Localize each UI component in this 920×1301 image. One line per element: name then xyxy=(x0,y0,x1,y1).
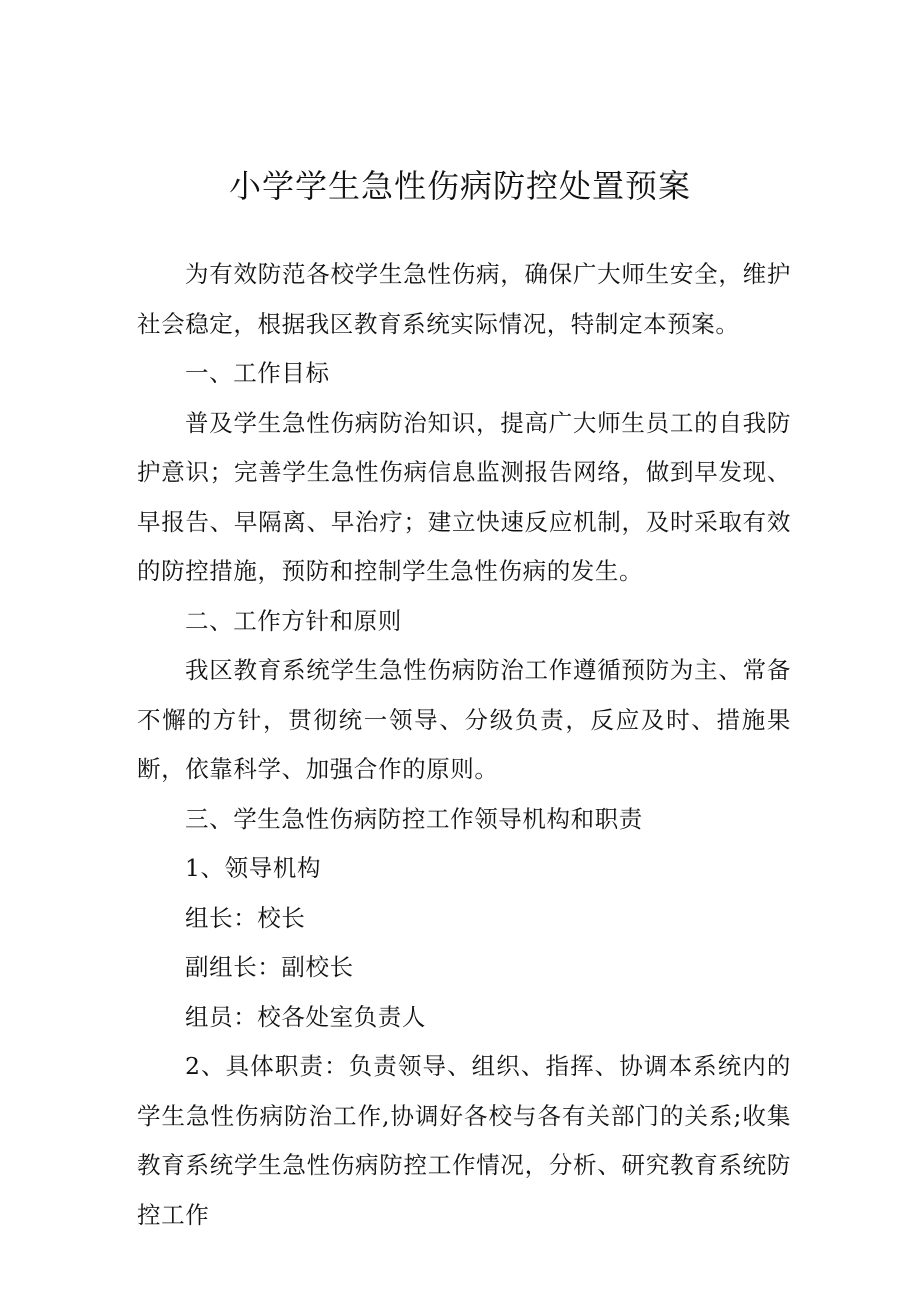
heading-leadership-duties: 三、学生急性伤病防控工作领导机构和职责 xyxy=(185,804,643,833)
line-deputy-leader: 副组长：副校长 xyxy=(185,953,354,981)
document-title: 小学学生急性伤病防控处置预案 xyxy=(228,167,691,205)
paragraph-intro: 为有效防范各校学生急性伤病，确保广大师生安全，维护社会稳定，根据我区教育系统实际情况，特制定本预案。 xyxy=(137,260,791,338)
subheading-leadership: 1、领导机构 xyxy=(185,854,322,882)
heading-work-goal: 一、工作目标 xyxy=(185,359,330,387)
line-members: 组员：校各处室负责人 xyxy=(185,1002,426,1031)
paragraph-policy-principles: 我区教育系统学生急性伤病防治工作遵循预防为主、常备不懈的方针，贯彻统一领导、分级负责，反应及时、措施果断，依靠科学、加强合作的原则。 xyxy=(137,656,791,783)
heading-policy-principles: 二、工作方针和原则 xyxy=(185,606,402,635)
paragraph-duties: 2、具体职责：负责领导、组织、指挥、协调本系统内的学生急性伤病防治工作,协调好各校与各有关部门的关系;收集教育系统学生急性伤病防控工作情况，分析、研究教育系统防控工作 xyxy=(137,1052,791,1229)
line-group-leader: 组长：校长 xyxy=(185,903,306,932)
paragraph-work-goal: 普及学生急性伤病防治知识，提高广大师生员工的自我防护意识；完善学生急性伤病信息监测报告网络，做到早发现、早报告、早隔离、早治疗；建立快速反应机制，及时采取有效的防控措施，预防和控制学生急性伤病的发生。 xyxy=(137,408,791,585)
document-body xyxy=(137,250,791,1240)
